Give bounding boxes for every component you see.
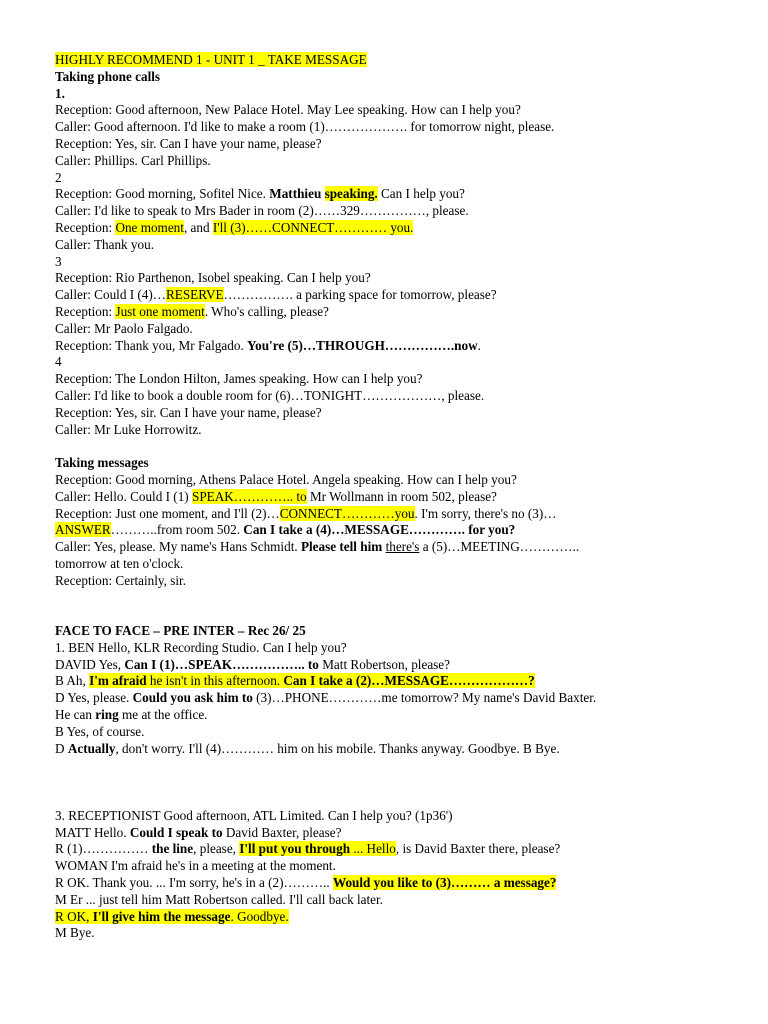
dialogue-line: Reception: Just one moment, and I'll (2)…CONNECT…………you. I'm sorry, there's no (3)… xyxy=(55,505,557,521)
dialogue-line: Caller: Phillips. Carl Phillips. xyxy=(55,152,211,168)
dialogue-line: Caller: Mr Luke Horrowitz. xyxy=(55,421,202,437)
dialogue-line: R OK. Thank you. ... I'm sorry, he's in a (2)……….. Would you like to (3)……… a message? xyxy=(55,875,557,891)
dialogue-line: Reception: Yes, sir. Can I have your name, please? xyxy=(55,135,322,151)
dialogue-line: Reception: Yes, sir. Can I have your name, please? xyxy=(55,404,322,420)
dialogue-line: Reception: Thank you, Mr Falgado. You're (5)…THROUGH…………….now. xyxy=(55,337,481,353)
dialogue-line: Caller: Good afternoon. I'd like to make a room (1)………………. for tomorrow night, please. xyxy=(55,119,555,135)
dialogue-line: Reception: Rio Parthenon, Isobel speaking. Can I help you? xyxy=(55,270,371,286)
item-number: 3 xyxy=(55,253,62,269)
dialogue-line: M Bye. xyxy=(55,925,95,941)
dialogue-line: Reception: Just one moment. Who's calling, please? xyxy=(55,303,329,319)
dialogue-line: D Actually, don't worry. I'll (4)………… him on his mobile. Thanks anyway. Goodbye. B Bye. xyxy=(55,740,560,756)
spacer xyxy=(55,791,755,808)
dialogue-line: Caller: I'd like to book a double room for (6)…TONIGHT………………, please. xyxy=(55,387,485,403)
dialogue-line: Caller: Could I (4)…RESERVE……………. a parking space for tomorrow, please? xyxy=(55,287,497,303)
dialogue-line: ANSWER………..from room 502. Can I take a (4)…MESSAGE…………. for you? xyxy=(55,522,516,538)
dialogue-line: Caller: I'd like to speak to Mrs Bader in room (2)……329……………, please. xyxy=(55,203,469,219)
spacer xyxy=(55,590,755,624)
dialogue-line: Reception: Good morning, Athens Palace Hotel. Angela speaking. How can I help you? xyxy=(55,471,517,487)
document-page xyxy=(55,52,755,942)
section-heading-taking-calls: Taking phone calls xyxy=(55,68,161,84)
dialogue-line: Caller: Hello. Could I (1) SPEAK………….. to Mr Wollmann in room 502, please? xyxy=(55,488,497,504)
spacer xyxy=(55,438,755,455)
dialogue-line: D Yes, please. Could you ask him to (3)…PHONE…………me tomorrow? My name's David Baxter. xyxy=(55,690,597,706)
item-number: 1. xyxy=(55,85,65,101)
dialogue-line: M Er ... just tell him Matt Robertson called. I'll call back later. xyxy=(55,891,383,907)
dialogue-line: 3. RECEPTIONIST Good afternoon, ATL Limited. Can I help you? (1p36') xyxy=(55,807,453,823)
dialogue-line: R (1)…………… the line, please, I'll put you through ... Hello, is David Baxter there, please? xyxy=(55,841,561,857)
dialogue-line: Caller: Thank you. xyxy=(55,236,155,252)
dialogue-line: Reception: Good morning, Sofitel Nice. Matthieu speaking. Can I help you? xyxy=(55,186,465,202)
dialogue-line: 1. BEN Hello, KLR Recording Studio. Can I help you? xyxy=(55,639,347,655)
dialogue-line: Caller: Mr Paolo Falgado. xyxy=(55,320,193,336)
dialogue-line: Reception: One moment, and I'll (3)……CONNECT………… you. xyxy=(55,219,414,235)
dialogue-line: DAVID Yes, Can I (1)…SPEAK…………….. to Matt Robertson, please? xyxy=(55,656,451,672)
section-heading-taking-messages: Taking messages xyxy=(55,455,149,471)
item-number: 2 xyxy=(55,169,62,185)
dialogue-line: B Ah, I'm afraid he isn't in this afternoon. Can I take a (2)…MESSAGE………………? xyxy=(55,673,535,689)
dialogue-line: R OK, I'll give him the message. Goodbye. xyxy=(55,908,289,924)
dialogue-line: B Yes, of course. xyxy=(55,723,145,739)
doc-title: HIGHLY RECOMMEND 1 - UNIT 1 _ TAKE MESSAGE xyxy=(55,52,367,67)
dialogue-line: Reception: The London Hilton, James speaking. How can I help you? xyxy=(55,371,423,387)
dialogue-line: WOMAN I'm afraid he's in a meeting at the moment. xyxy=(55,858,336,874)
section-heading-face-to-face: FACE TO FACE – PRE INTER – Rec 26/ 25 xyxy=(55,623,306,639)
dialogue-line: He can ring me at the office. xyxy=(55,707,208,723)
spacer xyxy=(55,757,755,791)
dialogue-line: Reception: Certainly, sir. xyxy=(55,572,186,588)
item-number: 4 xyxy=(55,354,62,370)
dialogue-line: MATT Hello. Could I speak to David Baxter, please? xyxy=(55,824,342,840)
dialogue-line: Caller: Yes, please. My name's Hans Schmidt. Please tell him there's a (5)…MEETING………….. xyxy=(55,539,580,555)
dialogue-line: tomorrow at ten o'clock. xyxy=(55,555,184,571)
dialogue-line: Reception: Good afternoon, New Palace Hotel. May Lee speaking. How can I help you? xyxy=(55,102,521,118)
